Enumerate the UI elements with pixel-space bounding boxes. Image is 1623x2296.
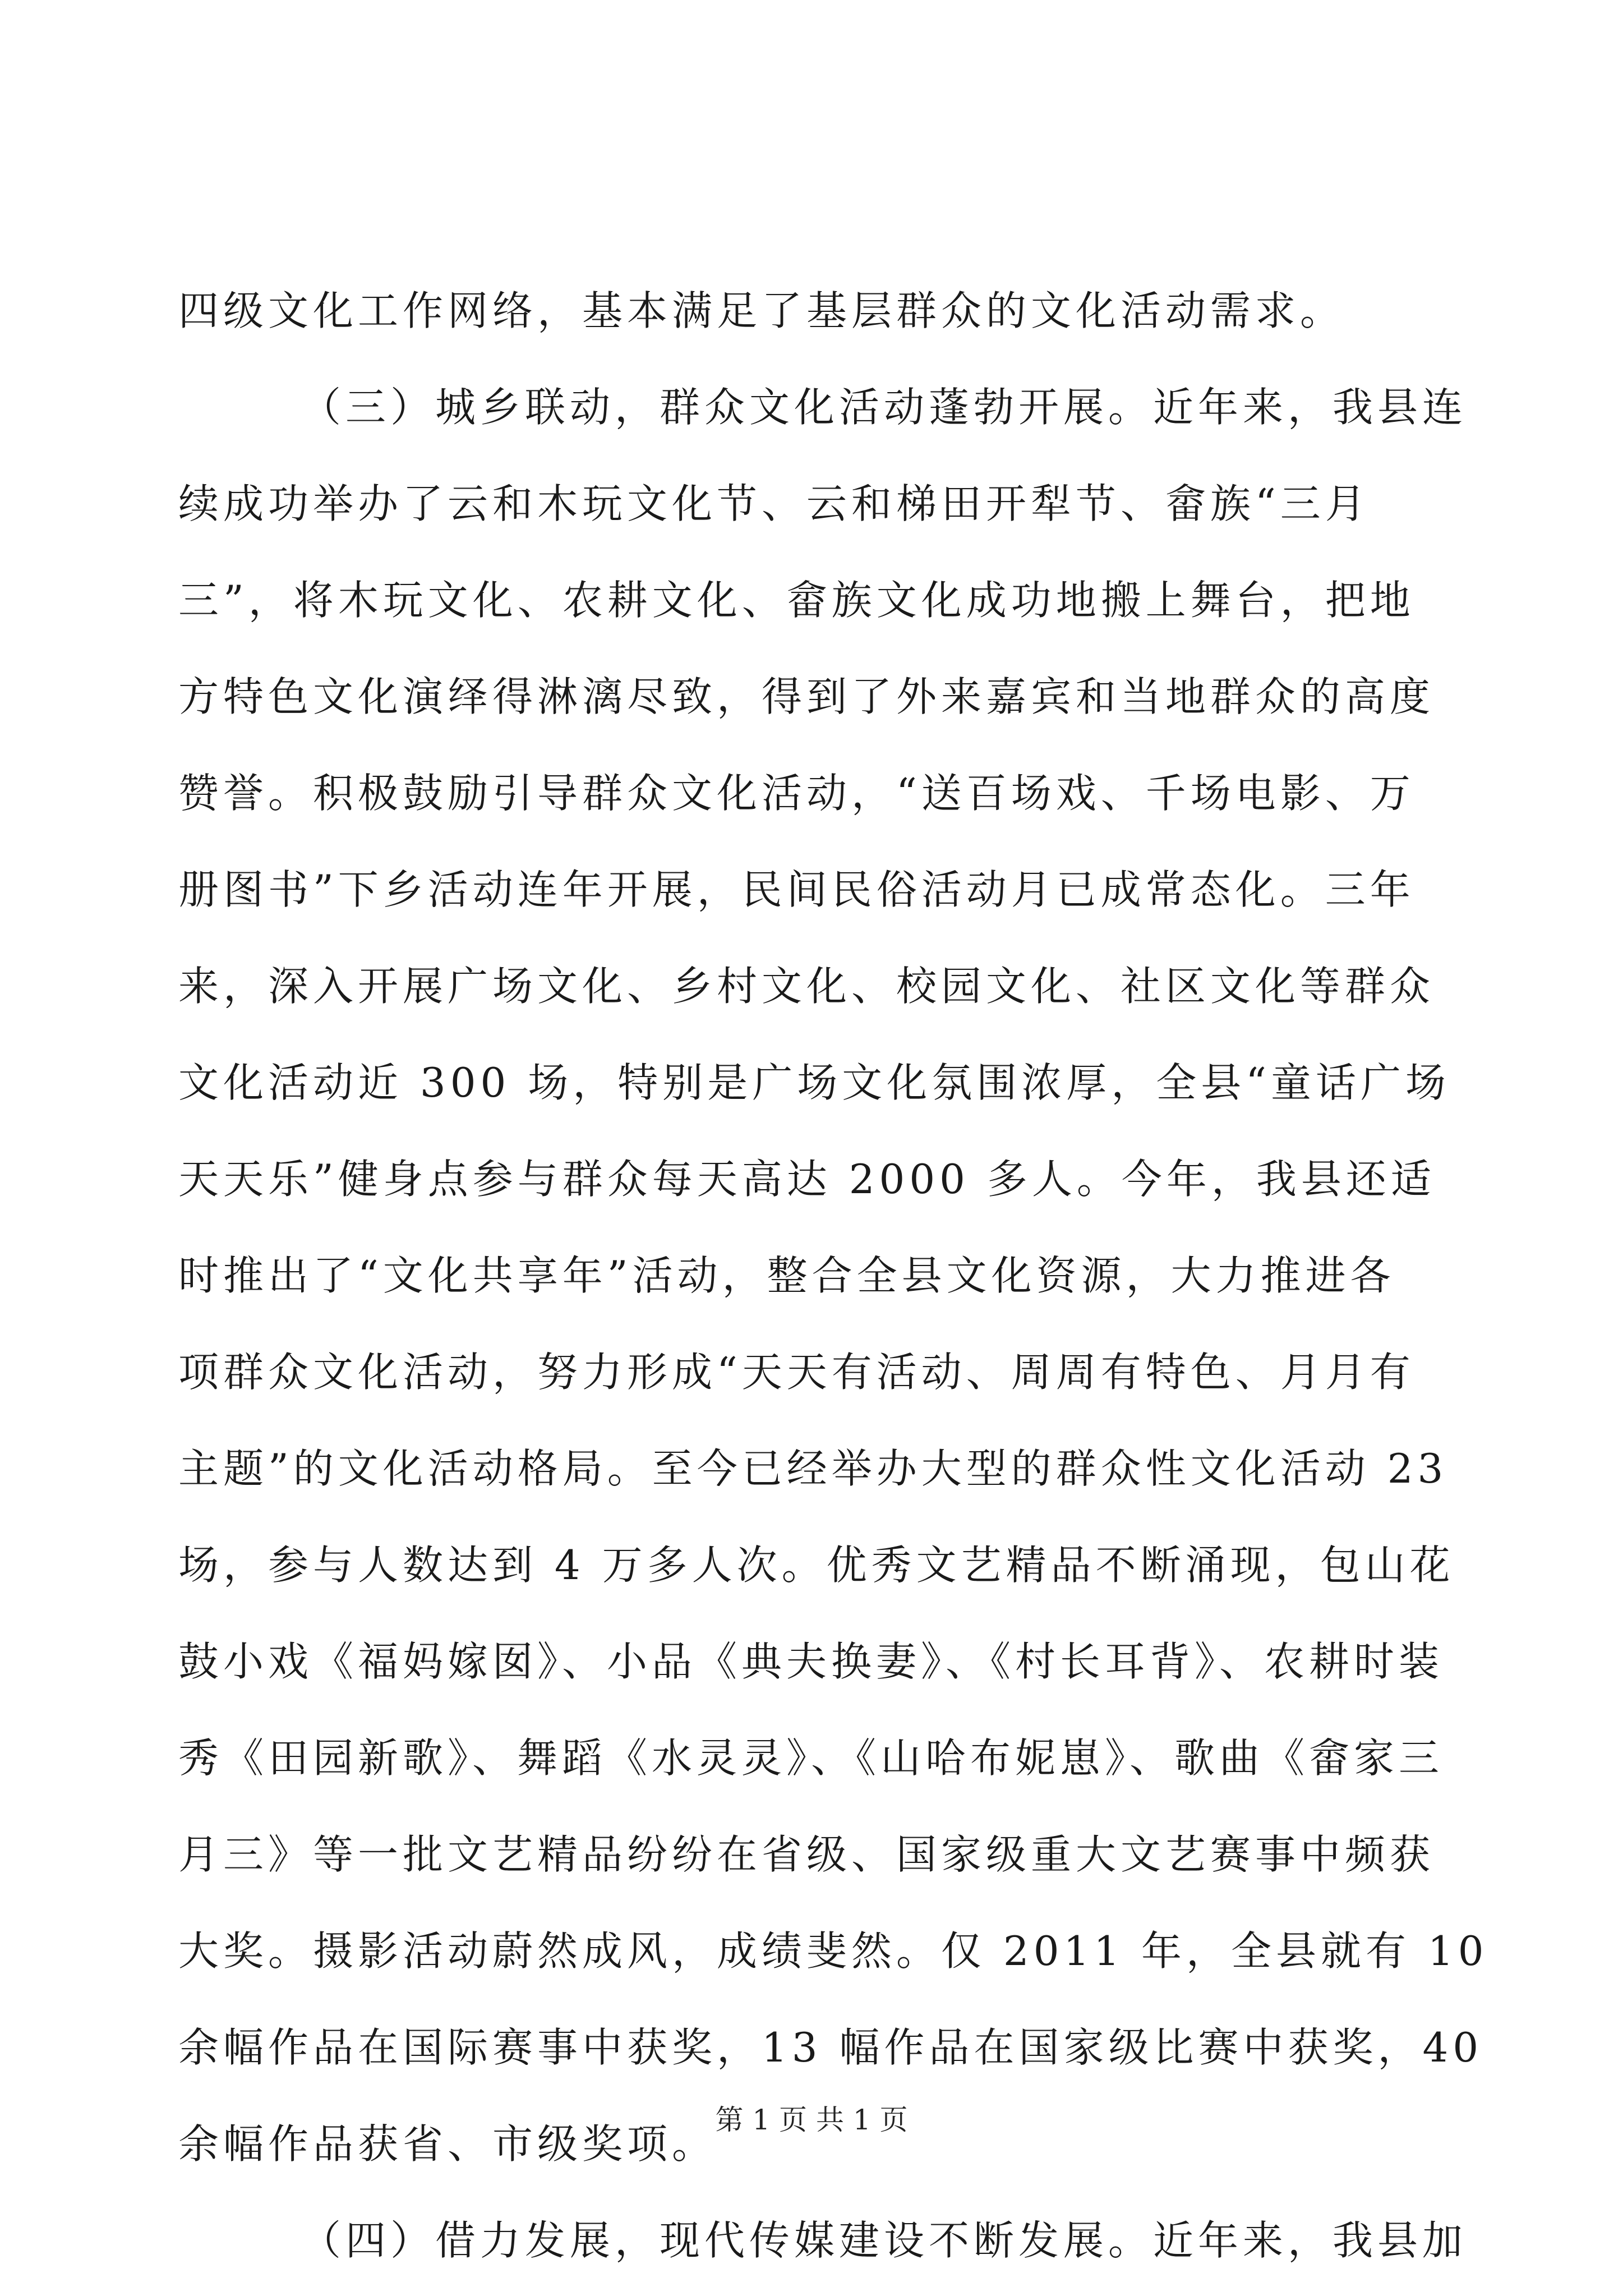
text-line: 月三》等一批文艺精品纷纷在省级、国家级重大文艺赛事中频获 [178,1831,1435,1878]
text-line: 时推出了“文化共享年”活动，整合全县文化资源，大力推进各 [178,1252,1395,1299]
text-line: 天天乐”健身点参与群众每天高达 2000 多人。今年，我县还适 [178,1156,1436,1203]
text-line: 余幅作品在国际赛事中获奖，13 幅作品在国家级比赛中获奖，40 [178,2024,1483,2071]
text-line: 鼓小戏《福妈嫁囡》、小品《典夫换妻》、《村长耳背》、农耕时装 [178,1638,1444,1685]
text-line: 四级文化工作网络，基本满足了基层群众的文化活动需求。 [178,287,1345,334]
text-line: 三”，将木玩文化、农耕文化、畲族文化成功地搬上舞台，把地 [178,577,1415,624]
text-line: 大奖。摄影活动蔚然成风，成绩斐然。仅 2011 年，全县就有 10 [178,1927,1488,1975]
text-line: 续成功举办了云和木玩文化节、云和梯田开犁节、畲族“三月 [178,480,1370,527]
text-line: 场，参与人数达到 4 万多人次。优秀文艺精品不断涌现，包山花 [178,1542,1455,1589]
text-line: 赞誉。积极鼓励引导群众文化活动，“送百场戏、千场电影、万 [178,770,1415,817]
text-line: 余幅作品获省、市级奖项。 [178,2120,717,2168]
text-line: 秀《田园新歌》、舞蹈《水灵灵》、《山哈布妮崽》、歌曲《畲家三 [178,1734,1444,1782]
text-line: 主题”的文化活动格局。至今已经举办大型的群众性文化活动 23 [178,1445,1448,1492]
paragraph-start-line: （三）城乡联动，群众文化活动蓬勃开展。近年来，我县连 [301,384,1468,431]
text-line: 文化活动近 300 场，特别是广场文化氛围浓厚，全县“童话广场 [178,1059,1451,1106]
text-line: 册图书”下乡活动连年开展，民间民俗活动月已成常态化。三年 [178,866,1415,913]
page-footer [0,2100,1623,2139]
text-line: 项群众文化活动，努力形成“天天有活动、周周有特色、月月有 [178,1349,1415,1396]
text-line: 方特色文化演绎得淋漓尽致，得到了外来嘉宾和当地群众的高度 [178,673,1435,720]
paragraph-start-line: （四）借力发展，现代传媒建设不断发展。近年来，我县加 [301,2217,1468,2264]
document-body [178,263,1488,2289]
page-number-label: 第 1 页 共 1 页 [715,2104,908,2136]
text-line: 来，深入开展广场文化、乡村文化、校园文化、社区文化等群众 [178,963,1435,1010]
